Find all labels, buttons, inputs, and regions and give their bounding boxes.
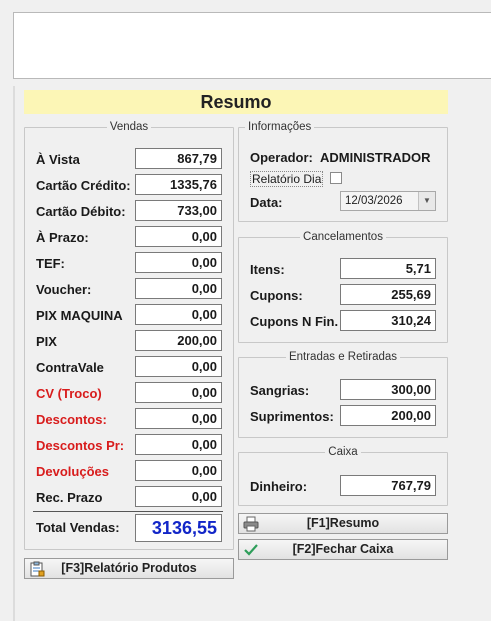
vendas-row-value: 0,00	[135, 356, 222, 377]
vendas-row-label: TEF:	[36, 256, 65, 271]
data-value: 12/03/2026	[345, 195, 403, 207]
vendas-row-value: 0,00	[135, 408, 222, 429]
vendas-row-label: Descontos:	[36, 412, 107, 427]
total-vendas-label: Total Vendas:	[36, 520, 120, 535]
vendas-row-label: Devoluções	[36, 464, 109, 479]
vendas-row-label: Cartão Crédito:	[36, 178, 131, 193]
fechar-caixa-button[interactable]	[238, 539, 448, 560]
cancelamentos-row-value: 255,69	[340, 284, 436, 305]
vendas-row-label: Descontos Pr:	[36, 438, 125, 453]
operador-label: Operador:	[250, 150, 313, 165]
dinheiro-label: Dinheiro:	[250, 479, 308, 494]
cancelamentos-row-value: 310,24	[340, 310, 436, 331]
cancelamentos-row-label: Cupons N Fin.	[250, 314, 339, 329]
entradas-row-label: Sangrias:	[250, 383, 310, 398]
total-separator	[33, 511, 223, 512]
resumo-button-label: [F1]Resumo	[306, 516, 380, 530]
vendas-row-label: ContraVale	[36, 360, 104, 375]
vendas-row-label: CV (Troco)	[36, 386, 102, 401]
vendas-row-value: 0,00	[135, 304, 222, 325]
entradas-row-value: 200,00	[340, 405, 436, 426]
vendas-row-value: 733,00	[135, 200, 222, 221]
checkmark-icon	[243, 542, 259, 558]
vendas-row-value: 0,00	[135, 382, 222, 403]
vendas-legend: Vendas	[109, 121, 149, 133]
entradas-row-label: Suprimentos:	[250, 409, 334, 424]
vendas-row-label: Cartão Débito:	[36, 204, 126, 219]
cancelamentos-legend: Cancelamentos	[303, 231, 383, 243]
caixa-legend: Caixa	[328, 446, 358, 458]
clipboard-report-icon	[29, 561, 45, 577]
vendas-row-label: À Prazo:	[36, 230, 89, 245]
dinheiro-value: 767,79	[340, 475, 436, 496]
relatorio-dia-checkbox[interactable]	[330, 172, 342, 184]
vendas-row-label: PIX MAQUINA	[36, 308, 123, 323]
entradas-row-value: 300,00	[340, 379, 436, 400]
vendas-row-value: 1335,76	[135, 174, 222, 195]
vendas-row-value: 0,00	[135, 434, 222, 455]
vendas-row-label: À Vista	[36, 152, 80, 167]
informacoes-legend: Informações	[248, 121, 312, 133]
operador-value: ADMINISTRADOR	[320, 150, 431, 165]
vendas-row-value: 0,00	[135, 460, 222, 481]
vendas-row-value: 0,00	[135, 252, 222, 273]
cancelamentos-row-value: 5,71	[340, 258, 436, 279]
relatorio-produtos-button-label: [F3]Relatório Produtos	[61, 561, 197, 575]
printer-icon	[243, 516, 259, 532]
chevron-down-icon[interactable]: ▼	[418, 192, 435, 210]
cancelamentos-row-label: Cupons:	[250, 288, 303, 303]
resumo-button[interactable]	[238, 513, 448, 534]
vendas-row-value: 0,00	[135, 278, 222, 299]
cancelamentos-row-label: Itens:	[250, 262, 285, 277]
total-vendas-value: 3136,55	[135, 514, 222, 542]
vendas-row-value: 0,00	[135, 486, 222, 507]
data-label: Data:	[250, 195, 283, 210]
vendas-row-label: Rec. Prazo	[36, 490, 103, 505]
left-divider	[13, 86, 15, 621]
relatorio-produtos-button[interactable]	[24, 558, 234, 579]
vendas-row-label: Voucher:	[36, 282, 92, 297]
vendas-row-value: 0,00	[135, 226, 222, 247]
data-picker[interactable]	[340, 191, 436, 211]
fechar-caixa-button-label: [F2]Fechar Caixa	[292, 542, 394, 556]
top-panel	[13, 12, 491, 79]
vendas-row-label: PIX	[36, 334, 57, 349]
vendas-row-value: 867,79	[135, 148, 222, 169]
relatorio-dia-label[interactable]: Relatório Dia	[252, 172, 322, 186]
entradas-legend: Entradas e Retiradas	[288, 351, 398, 363]
page-title: Resumo	[24, 90, 448, 114]
vendas-row-value: 200,00	[135, 330, 222, 351]
